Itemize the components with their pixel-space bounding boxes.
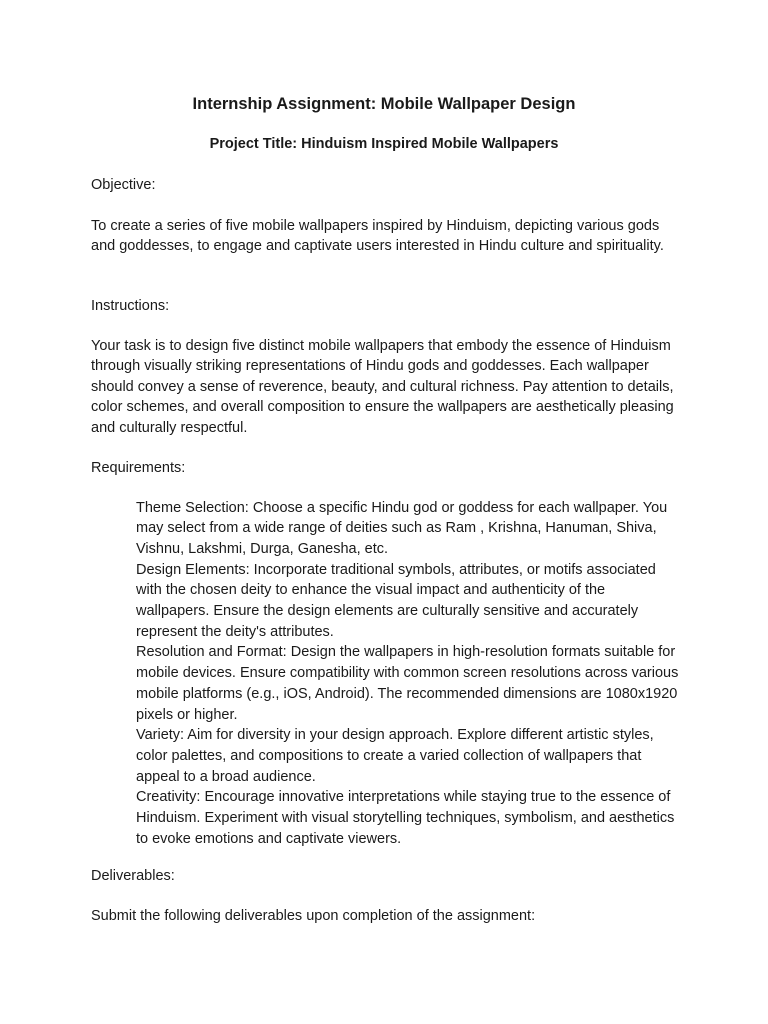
requirement-item: Creativity: Encourage innovative interpretations while staying true to the essence of Hinduism. Experiment with visual storytelling techniques, symbolism, and aesthetics to evoke emotions and captivate viewers. xyxy=(136,789,675,847)
requirement-item: Resolution and Format: Design the wallpapers in high-resolution formats suitable for mobile devices. Ensure compatibility with common screen resolutions across various mobile platforms (e.g., iOS, Android). The recommended dimensions are 1080x1920 pixels or higher. xyxy=(136,644,679,723)
instructions-heading: Instructions: xyxy=(91,298,170,314)
requirement-item: Design Elements: Incorporate traditional symbols, attributes, or motifs associated with the chosen deity to enhance the visual impact and authenticity of the wallpapers. Ensure the design elements are culturally sensitive and accurately represent the deity's attributes. xyxy=(136,561,656,640)
requirement-item: Theme Selection: Choose a specific Hindu god or goddess for each wallpaper. You may select from a wide range of deities such as Ram , Krishna, Hanuman, Shiva, Vishnu, Lakshmi, Durga, Ganesha, etc. xyxy=(136,499,668,557)
instructions-text: Your task is to design five distinct mobile wallpapers that embody the essence of Hinduism through visually striking representations of Hindu gods and goddesses. Each wallpaper should convey a sense of reverence, beauty, and cultural richness. Pay attention to details, color schemes, and overall composition to ensure the wallpapers are aesthetically pleasing and culturally respectful. xyxy=(91,337,674,436)
requirements-list xyxy=(136,498,681,850)
deliverables-heading: Deliverables: xyxy=(91,868,175,884)
document-title: Internship Assignment: Mobile Wallpaper Design xyxy=(192,95,576,113)
requirements-heading: Requirements: xyxy=(91,459,186,476)
objective-text: To create a series of five mobile wallpapers inspired by Hinduism, depicting various gods and goddesses, to engage and captivate users interested in Hindu culture and spirituality. xyxy=(91,217,664,254)
objective-heading: Objective: xyxy=(91,177,156,193)
deliverables-text: Submit the following deliverables upon completion of the assignment: xyxy=(91,908,536,924)
project-title: Project Title: Hinduism Inspired Mobile Wallpapers xyxy=(209,136,559,152)
requirement-item: Variety: Aim for diversity in your design approach. Explore different artistic styles, color palettes, and compositions to create a varied collection of wallpapers that appeal to a broad audience. xyxy=(136,727,654,785)
